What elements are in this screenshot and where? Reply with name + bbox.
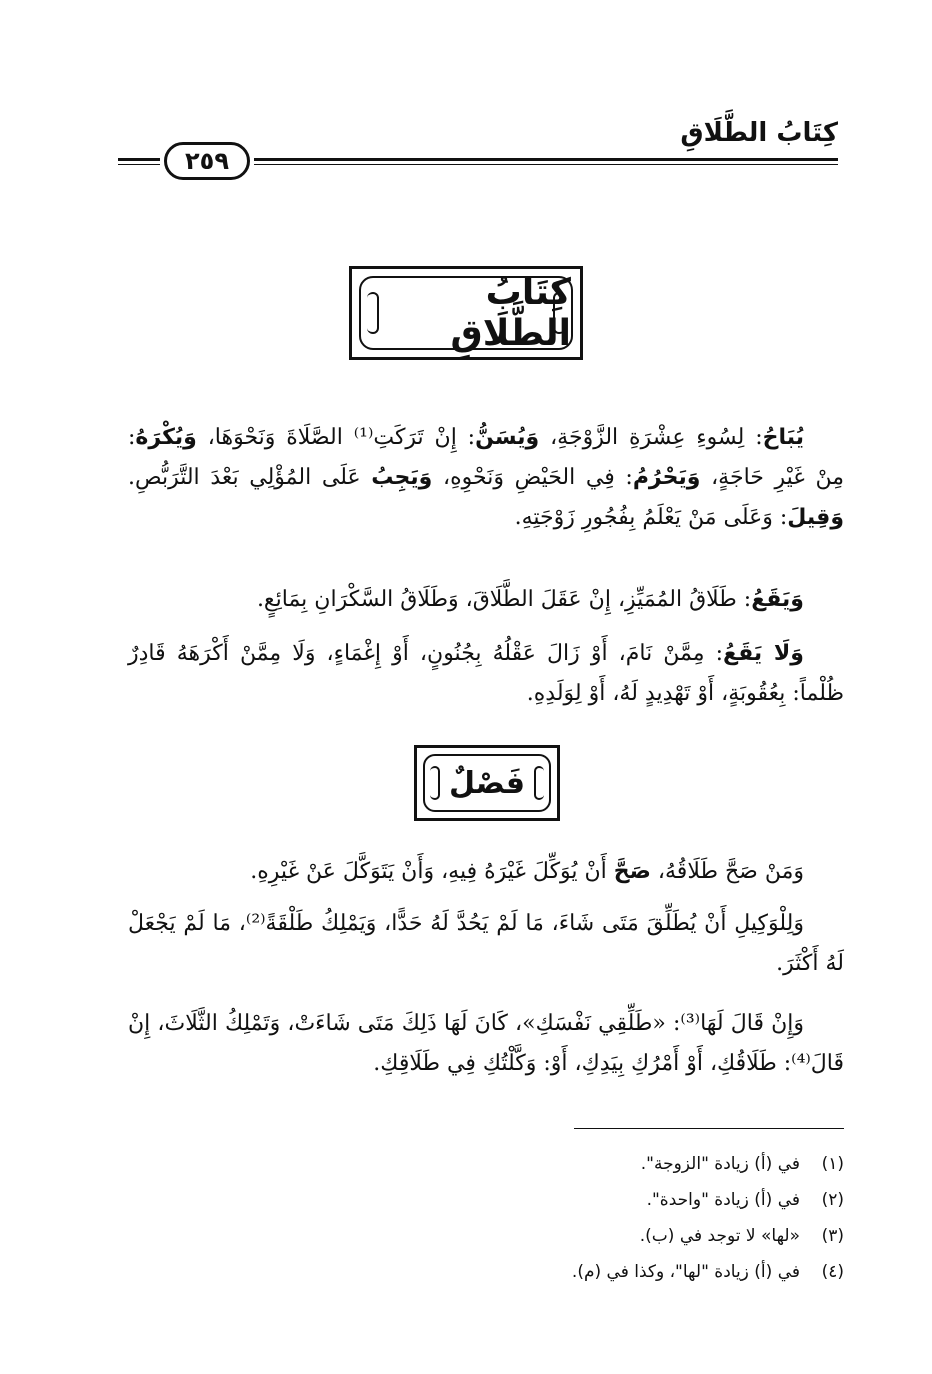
keyword: وَقِيلَ (787, 505, 844, 530)
footnotes (128, 1146, 844, 1290)
book-title-frame (349, 266, 583, 360)
running-header (118, 112, 838, 192)
footnote-text: في (أ) زيادة "لها"، وكذا في (م). (571, 1262, 800, 1282)
keyword: وَيَحْرُمُ (632, 465, 701, 490)
footnote-number: (٢) (821, 1190, 844, 1210)
book-title: كِتَابُ الطَّلَاقِ (450, 272, 571, 354)
section-title-inner-frame (423, 754, 551, 812)
header-rule (254, 158, 838, 161)
paragraph-text: وَمَنْ صَحَّ طَلَاقُهُ، (650, 859, 804, 884)
paragraph-talaq-occurs (128, 580, 844, 620)
paragraph-delegation (128, 852, 844, 892)
paragraph-text: : فِي الحَيْضِ وَنَحْوِهِ، (432, 465, 633, 490)
footnote-text: في (أ) زيادة "واحدة". (646, 1190, 800, 1210)
paragraph-wife-delegation (128, 1004, 844, 1084)
paragraph-text: : لِسُوءِ عِشْرَةِ الزَّوْجَةِ، (539, 425, 763, 450)
paragraph-talaq-not-occurs (128, 634, 844, 714)
footnote-text: في (أ) زيادة "الزوجة". (640, 1154, 800, 1174)
keyword: وَيَجِبُ (371, 465, 433, 490)
footnote-number: (٤) (821, 1262, 844, 1282)
footnote-number: (٣) (821, 1226, 844, 1246)
footnote-item (128, 1146, 844, 1182)
page-number: ٢٥٩ (164, 142, 250, 180)
footnote-item (128, 1218, 844, 1254)
header-rule (118, 164, 160, 165)
paragraph-text: : وَعَلَى مَنْ يَعْلَمُ بِفُجُورِ زَوْجَتِهِ. (514, 505, 788, 530)
keyword: وَيَقَعُ (751, 587, 804, 612)
footnote-rule (574, 1128, 844, 1129)
paragraph-text: وَإِنْ قَالَ لَهَا⁽³⁾: «طَلِّقِي نَفْسَكِ»، كَانَ لَهَا ذَلِكَ مَتَى شَاءَتْ، وَتَمْلِكُ الثَّلَاثَ، إِنْ قَالَ⁽⁴⁾: طَلَاقُكِ، أَوْ أَمْرُكِ بِيَدِكِ، أَوْ: وَكَّلْتُكِ فِي طَلَاقِكِ. (128, 1011, 844, 1076)
paragraph-text: وَلِلْوَكِيلِ أَنْ يُطَلِّقَ مَتَى شَاءَ، مَا لَمْ يَحُدَّ لَهُ حَدًّا، وَيَمْلِكُ طَلْقَةً⁽²⁾، مَا لَمْ يَجْعَلْ لَهُ أَكْثَرَ. (128, 911, 844, 976)
paragraph-text: : طَلَاقُ المُمَيِّزِ، إِنْ عَقَلَ الطَّلَاقَ، وَطَلَاقُ السَّكْرَانِ بِمَائِعٍ. (256, 587, 752, 612)
section-title-frame (414, 745, 560, 821)
footnote-number: (١) (821, 1154, 844, 1174)
header-rule (254, 164, 838, 165)
paragraph-text: : إِنْ تَرَكَتِ⁽¹⁾ الصَّلَاةَ وَنَحْوَهَا، (196, 425, 476, 450)
paragraph-text: : مِنْ غَيْرِ حَاجَةٍ، (128, 425, 845, 490)
running-title: كِتَابُ الطَّلَاقِ (680, 118, 838, 148)
paragraph-agent (128, 904, 844, 984)
section-title: فَصْلٌ (449, 765, 525, 801)
keyword: يُبَاحُ (762, 425, 804, 450)
footnote-text: «لها» لا توجد في (ب). (639, 1226, 800, 1246)
paragraph-text: : مِمَّنْ نَامَ، أَوْ زَالَ عَقْلُهُ بِجُنُونٍ، أَوْ إِغْمَاءٍ، وَلَا مِمَّنْ أَكْرَهَهُ قَادِرٌ ظُلْماً: بِعُقُوبَةٍ، أَوْ تَهْدِيدٍ لَهُ، أَوْ لِوَلَدِهِ. (128, 641, 844, 706)
keyword: صَحَّ (613, 859, 651, 884)
header-rule (118, 158, 160, 161)
footnote-item (128, 1182, 844, 1218)
keyword: وَلَا يَقَعُ (723, 641, 804, 666)
footnote-item (128, 1254, 844, 1290)
paragraph-text: أَنْ يُوَكِّلَ غَيْرَهُ فِيهِ، وَأَنْ يَتَوَكَّلَ عَنْ غَيْرِهِ. (250, 859, 614, 884)
paragraph-text: عَلَى المُؤْلِي بَعْدَ التَّرَبُّصِ. (128, 465, 372, 490)
keyword: وَيُكْرَهُ (135, 425, 197, 450)
paragraph-talaq-rulings (128, 418, 844, 538)
book-title-inner-frame (359, 272, 573, 354)
keyword: وَيُسَنُّ (475, 425, 540, 450)
